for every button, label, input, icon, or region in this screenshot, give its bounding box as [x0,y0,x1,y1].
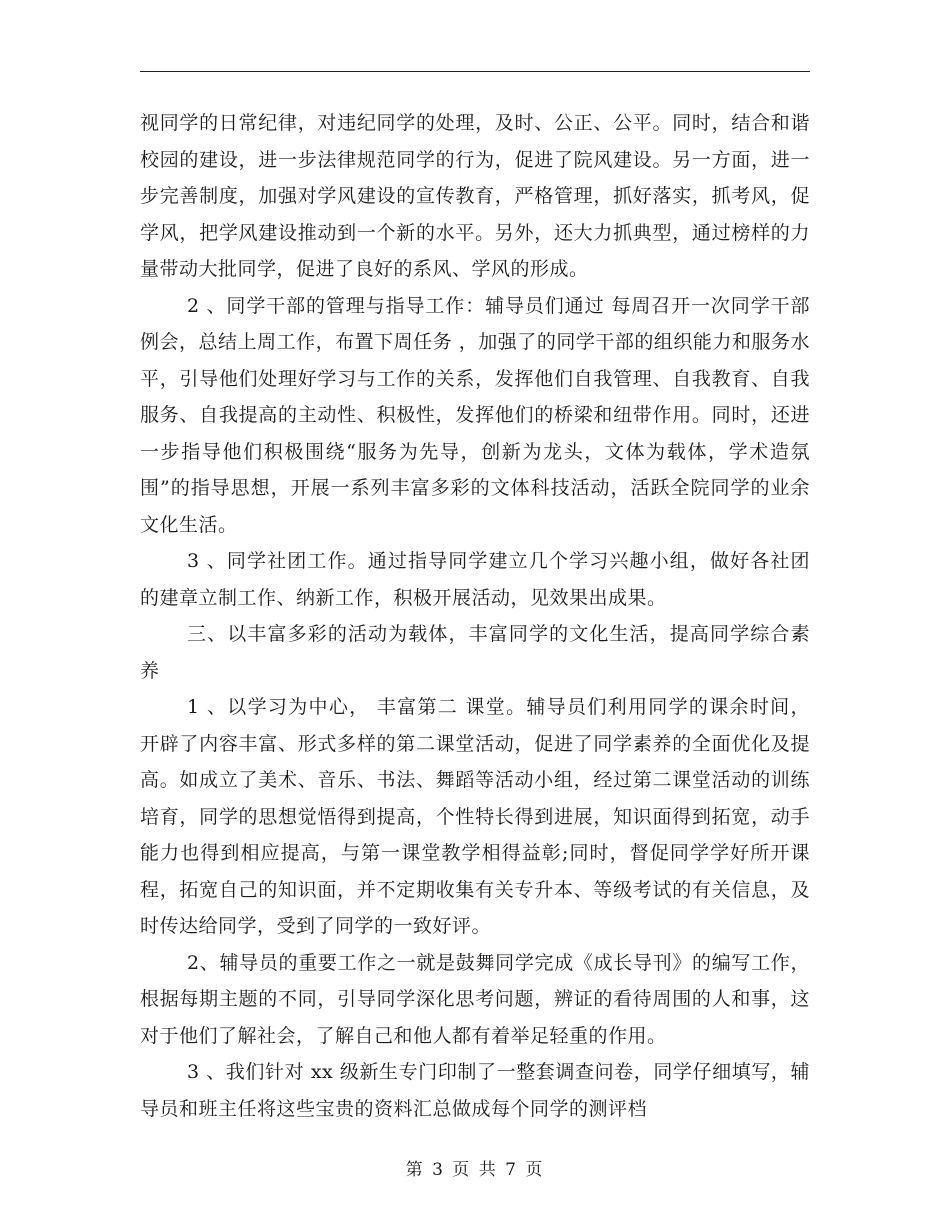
paragraph-1: 视同学的日常纪律，对违纪同学的处理，及时、公正、公平。同时，结合和谐校园的建设，进一步法律规范同学的行为，促进了院风建设。另一方面，进一步完善制度，加强对学风建设的宣传教育，严格管理，抓好落实，抓考风，促学风，把学风建设推动到一个新的水平。另外，还大力抓典型，通过榜样的力量带动大批同学，促进了良好的系风、学风的形成。 [140,112,810,280]
paragraph-6: 3 、我们针对 xx 级新生专门印制了一整套调查问卷，同学仔细填写，辅导员和班主任将这些宝贵的资料汇总做成每个同学的测评档 [140,1061,810,1120]
paragraph-3: 3 、同学社团工作。通过指导同学建立几个学习兴趣小组，做好各社团的建章立制工作、纳新工作，积极开展活动，见效果出成果。 [140,550,810,609]
document-body [140,105,810,1127]
paragraph-4: 1 、以学习为中心， 丰富第二 课堂。辅导员们利用同学的课余时间， 开辟了内容丰富、形式多样的第二课堂活动，促进了同学素养的全面优化及提高。如成立了美术、音乐、书法、舞蹈等活动小组，经过第二课堂活动的训练培育，同学的思想觉悟得到提高，个性特长得到进展，知识面得到拓宽，动手能力也得到相应提高，与第一课堂教学相得益彰;同时，督促同学学好所开课程，拓宽自己的知识面，并不定期收集有关专升本、等级考试的有关信息，及时传达给同学，受到了同学的一致好评。 [140,696,810,937]
paragraph-5: 2、辅导员的重要工作之一就是鼓舞同学完成《成长导刊》的编写工作，根据每期主题的不同，引导同学深化思考问题，辨证的看待周围的人和事，这对于他们了解社会，了解自己和他人都有着举足轻重的作用。 [140,951,810,1047]
paragraph-2: 2 、同学干部的管理与指导工作：辅导员们通过 每周召开一次同学干部例会，总结上周工作，布置下周任务 ，加强了的同学干部的组织能力和服务水平，引导他们处理好学习与工作的关系，发挥他们自我管理、自我教育、自我服务、自我提高的主动性、积极性，发挥他们的桥梁和纽带作用。同时，还进一步指导他们积极围绕“服务为先导，创新为龙头，文体为载体，学术造氛围”的指导思想，开展一系列丰富多彩的文体科技活动，活跃全院同学的业余文化生活。 [140,294,810,536]
page-number-footer: 第 3 页 共 7 页 [405,1160,545,1180]
header-rule [140,71,810,72]
section-heading-3: 三、以丰富多彩的活动为载体，丰富同学的文化生活，提高同学综合素养 [140,623,810,682]
